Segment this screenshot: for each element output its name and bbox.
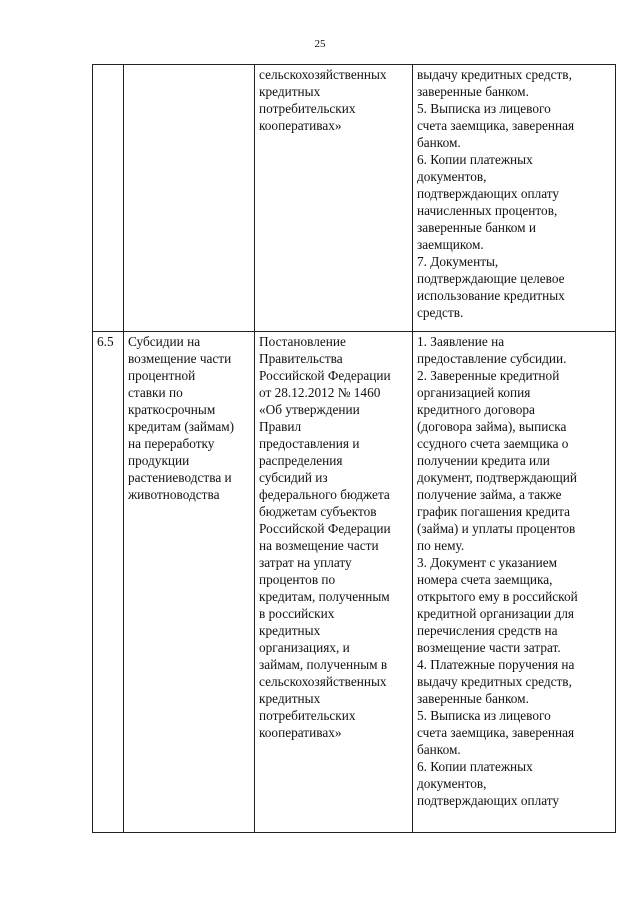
text-line: начисленных процентов, (417, 203, 558, 218)
text-line: кредитных (259, 691, 321, 706)
text-line: Постановление (259, 334, 346, 349)
text-line: потребительских (259, 101, 356, 116)
text-line: ставки по (128, 385, 183, 400)
text-line: выдачу кредитных средств, (417, 674, 572, 689)
text-line: кооперативах» (259, 118, 342, 133)
cell-legal-basis (255, 65, 413, 332)
text-line: краткосрочным (128, 402, 216, 417)
text-line: 5. Выписка из лицевого (417, 708, 551, 723)
text-line: растениеводства и (128, 470, 232, 485)
text-line: подтверждающие целевое (417, 271, 565, 286)
text-line: сельскохозяйственных (259, 674, 387, 689)
text-line: на возмещение части (259, 538, 379, 553)
text-line: 7. Документы, (417, 254, 499, 269)
text-line: сельскохозяйственных (259, 67, 387, 82)
text-line: кредитных (259, 623, 321, 638)
text-line: кредитам, полученным (259, 589, 390, 604)
text-line: (займа) и уплаты процентов (417, 521, 576, 536)
text-line: затрат на уплату (259, 555, 352, 570)
cell-required-documents (413, 332, 616, 833)
text-line: перечисления средств на (417, 623, 558, 638)
text-line: организацией копия (417, 385, 531, 400)
text-line: получении кредита или (417, 453, 550, 468)
text-line: открытого ему в российской (417, 589, 578, 604)
text-line: от 28.12.2012 № 1460 (259, 385, 381, 400)
text-line: заемщиком. (417, 237, 484, 252)
text-line: 4. Платежные поручения на (417, 657, 575, 672)
text-line: возмещение части (128, 351, 232, 366)
text-line: Российской Федерации (259, 521, 391, 536)
text-line: Правил (259, 419, 302, 434)
cell-subsidy-name (124, 332, 255, 833)
text-line: распределения (259, 453, 343, 468)
text-line: займам, полученным в (259, 657, 388, 672)
cell-number: 6.5 (93, 332, 124, 833)
text-line: субсидий из (259, 470, 328, 485)
text-line: 3. Документ с указанием (417, 555, 558, 570)
text-line: кредитной организации для (417, 606, 574, 621)
text-line: животноводства (128, 487, 220, 502)
text-line: Правительства (259, 351, 343, 366)
text-line: продукции (128, 453, 190, 468)
text-line: возмещение части затрат. (417, 640, 561, 655)
text-line: ссудного счета заемщика о (417, 436, 569, 451)
text-line: банком. (417, 135, 461, 150)
text-line: Субсидии на (128, 334, 201, 349)
text-line: документов, (417, 776, 487, 791)
text-line: Российской Федерации (259, 368, 391, 383)
cell-required-documents (413, 65, 616, 332)
cell-subsidy-name (124, 65, 255, 332)
text-line: заверенные банком. (417, 691, 529, 706)
text-line: процентной (128, 368, 196, 383)
text-line: 1. Заявление на (417, 334, 505, 349)
text-line: подтверждающих оплату (417, 793, 560, 808)
text-line: бюджетам субъектов (259, 504, 377, 519)
page-number: 25 (314, 38, 326, 50)
text-line: банком. (417, 742, 461, 757)
text-line: документов, (417, 169, 487, 184)
text-line: получение займа, а также (417, 487, 562, 502)
table-row-continued (93, 65, 616, 332)
text-line: график погашения кредита (417, 504, 571, 519)
text-line: 5. Выписка из лицевого (417, 101, 551, 116)
text-line: по нему. (417, 538, 465, 553)
cell-number (93, 65, 124, 332)
text-line: предоставления и (259, 436, 360, 451)
text-line: подтверждающих оплату (417, 186, 560, 201)
text-line: в российских (259, 606, 335, 621)
text-line: (договора займа), выписка (417, 419, 567, 434)
subsidy-documents-table (92, 64, 616, 833)
text-line: номера счета заемщика, (417, 572, 553, 587)
text-line: процентов по (259, 572, 336, 587)
text-line: документ, подтверждающий (417, 470, 578, 485)
text-line: счета заемщика, заверенная (417, 118, 575, 133)
text-line: счета заемщика, заверенная (417, 725, 575, 740)
text-line: 2. Заверенные кредитной (417, 368, 560, 383)
text-line: предоставление субсидии. (417, 351, 567, 366)
table-row-6-5 (93, 332, 616, 833)
text-line: кредитам (займам) (128, 419, 235, 434)
text-line: выдачу кредитных средств, (417, 67, 572, 82)
text-line: заверенные банком и (417, 220, 537, 235)
text-line: «Об утверждении (259, 402, 360, 417)
text-line: средств. (417, 305, 464, 320)
text-line: 6. Копии платежных (417, 152, 533, 167)
text-line: на переработку (128, 436, 215, 451)
text-line: 6. Копии платежных (417, 759, 533, 774)
text-line: потребительских (259, 708, 356, 723)
text-line: кооперативах» (259, 725, 342, 740)
text-line: организациях, и (259, 640, 350, 655)
text-line: заверенные банком. (417, 84, 529, 99)
text-line: использование кредитных (417, 288, 565, 303)
cell-legal-basis (255, 332, 413, 833)
text-line: федерального бюджета (259, 487, 390, 502)
text-line: кредитных (259, 84, 321, 99)
text-line: кредитного договора (417, 402, 535, 417)
